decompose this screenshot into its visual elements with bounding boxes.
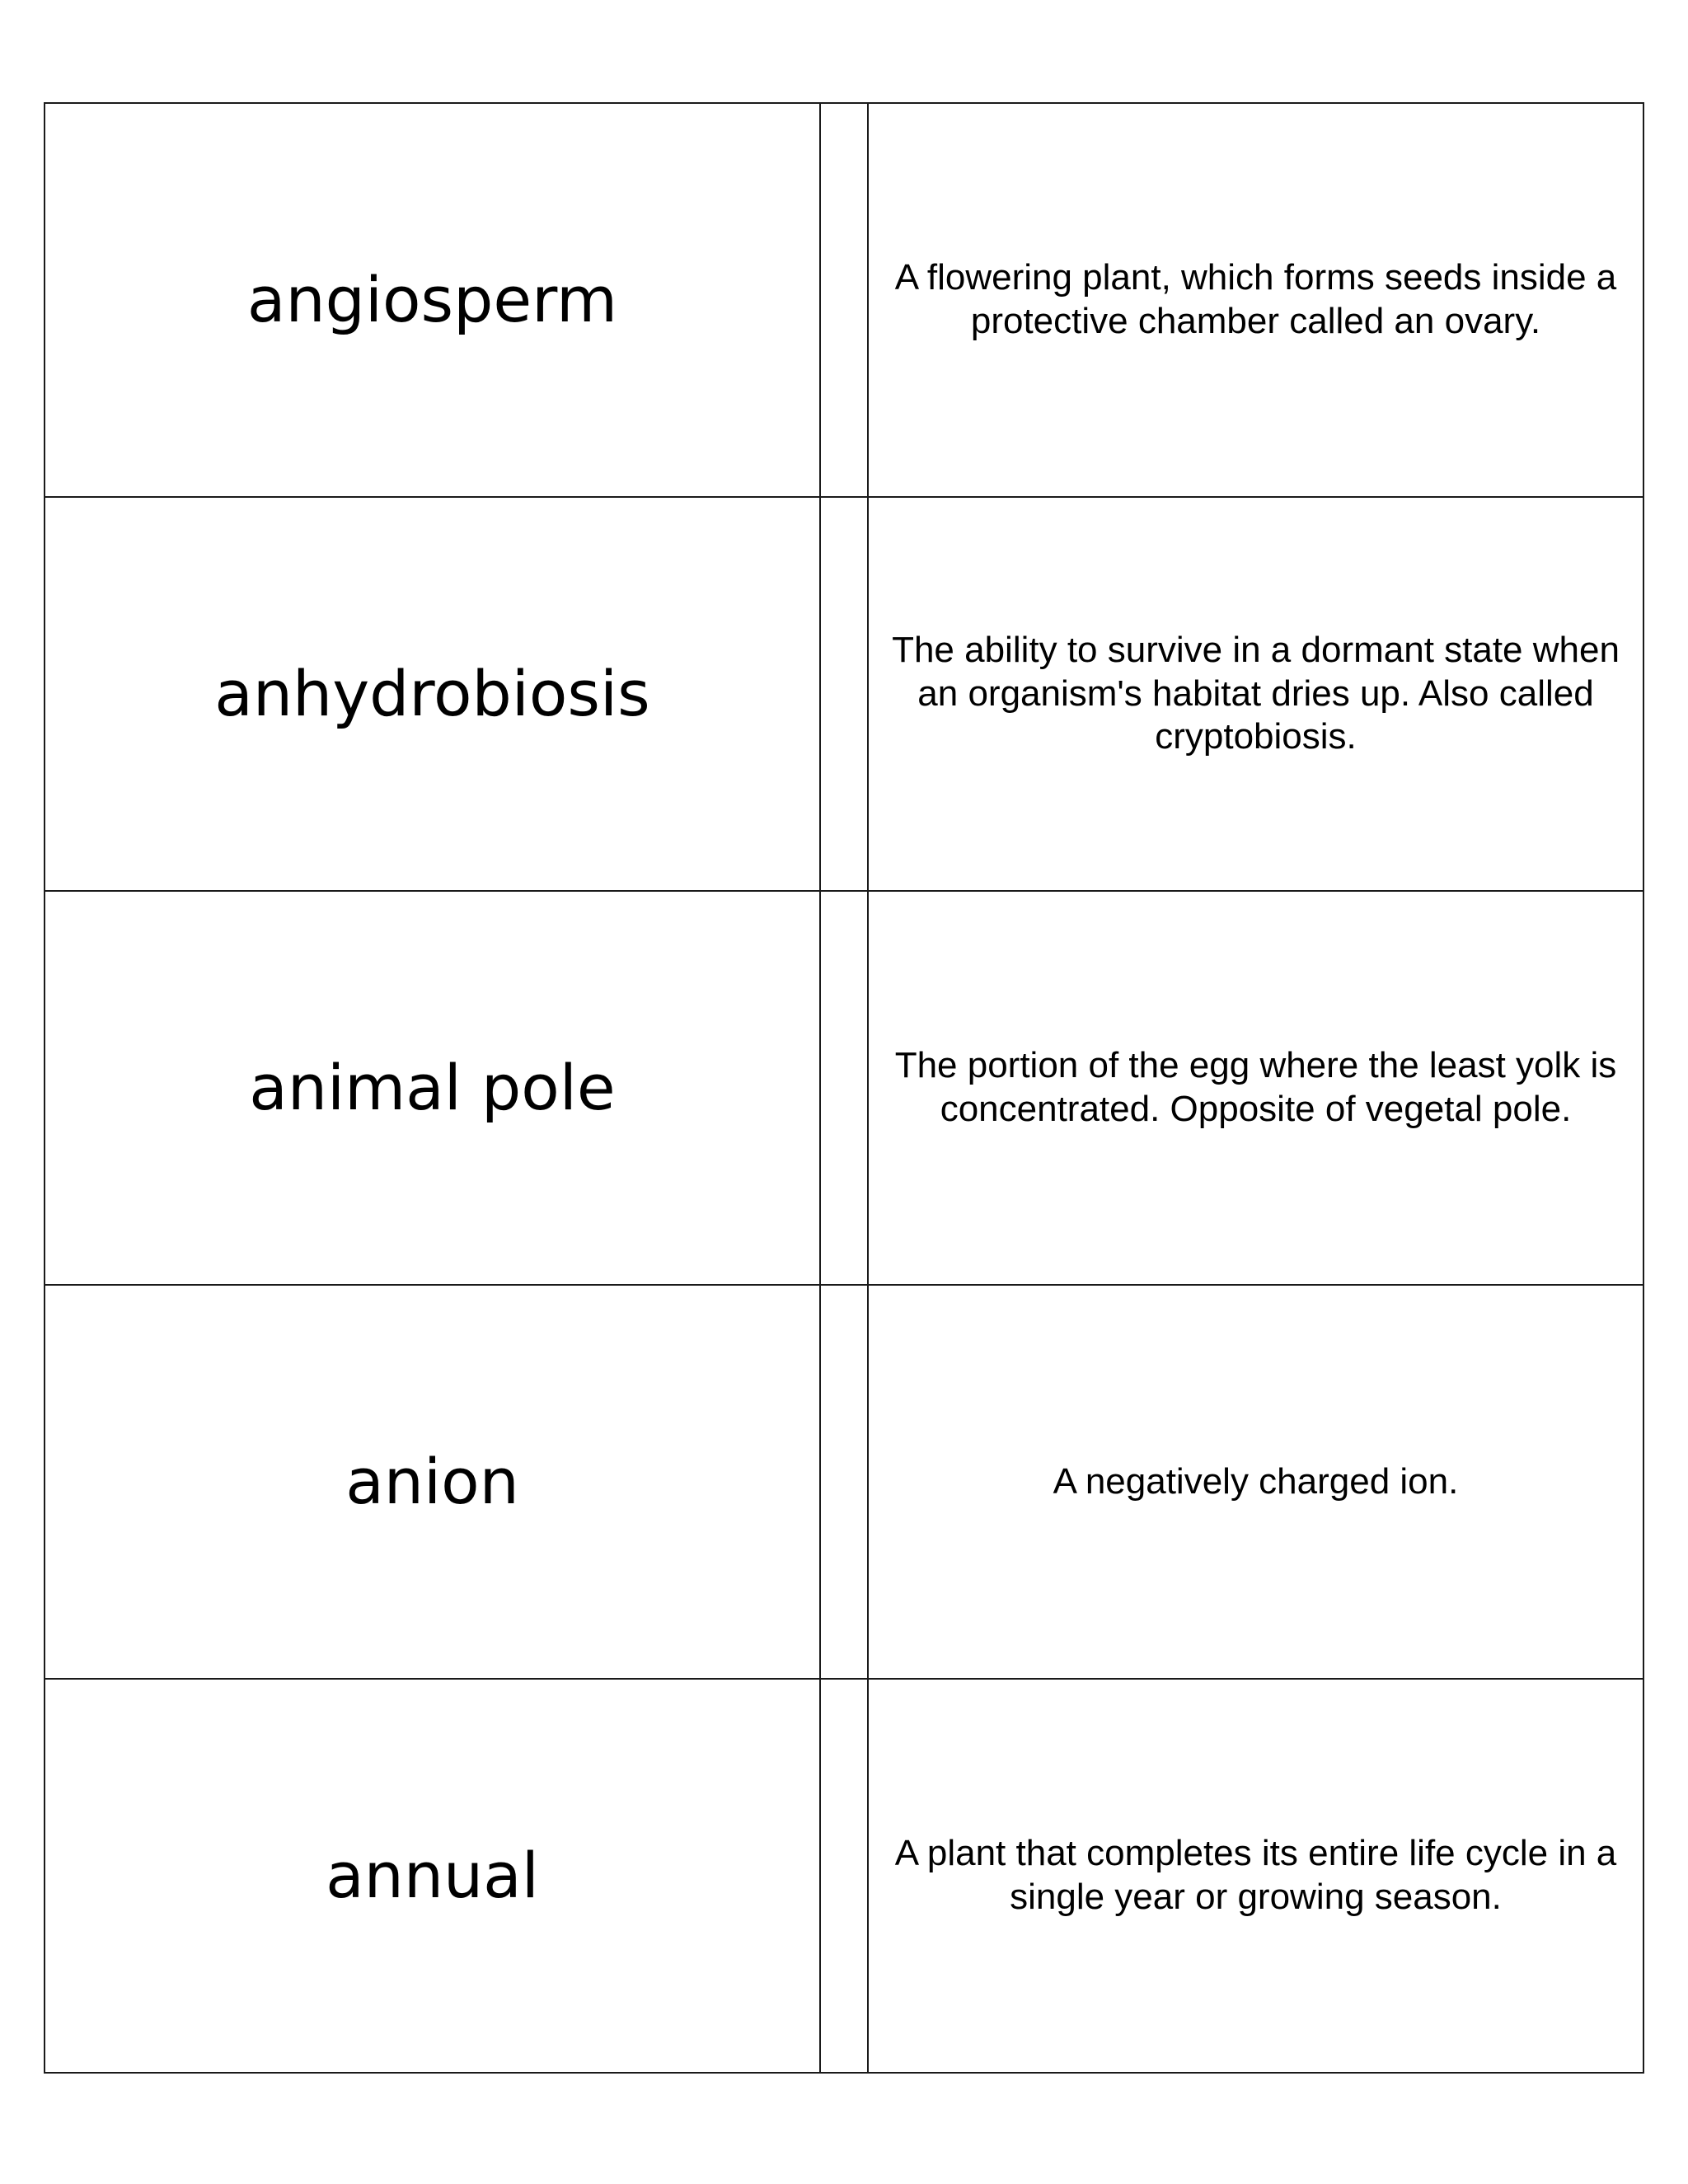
- flashcard-row: [45, 497, 1643, 891]
- definition-cell: A flowering plant, which forms seeds inside a protective chamber called an ovary.: [868, 103, 1643, 497]
- definition-cell: A plant that completes its entire life cycle in a single year or growing season.: [868, 1679, 1643, 2073]
- flashcard-row: [45, 103, 1643, 497]
- term-cell: angiosperm: [45, 103, 820, 497]
- definition-cell: The ability to survive in a dormant state when an organism's habitat dries up. Also called cryptobiosis.: [868, 497, 1643, 891]
- flashcard-row: [45, 891, 1643, 1285]
- flashcard-table: [44, 102, 1644, 2074]
- fold-gap-cell: [820, 891, 868, 1285]
- term-cell: anion: [45, 1285, 820, 1679]
- fold-gap-cell: [820, 103, 868, 497]
- fold-gap-cell: [820, 1679, 868, 2073]
- term-cell: anhydrobiosis: [45, 497, 820, 891]
- term-cell: animal pole: [45, 891, 820, 1285]
- definition-cell: A negatively charged ion.: [868, 1285, 1643, 1679]
- flashcard-row: [45, 1679, 1643, 2073]
- term-cell: annual: [45, 1679, 820, 2073]
- fold-gap-cell: [820, 497, 868, 891]
- definition-cell: The portion of the egg where the least yolk is concentrated. Opposite of vegetal pole.: [868, 891, 1643, 1285]
- fold-gap-cell: [820, 1285, 868, 1679]
- flashcard-row: [45, 1285, 1643, 1679]
